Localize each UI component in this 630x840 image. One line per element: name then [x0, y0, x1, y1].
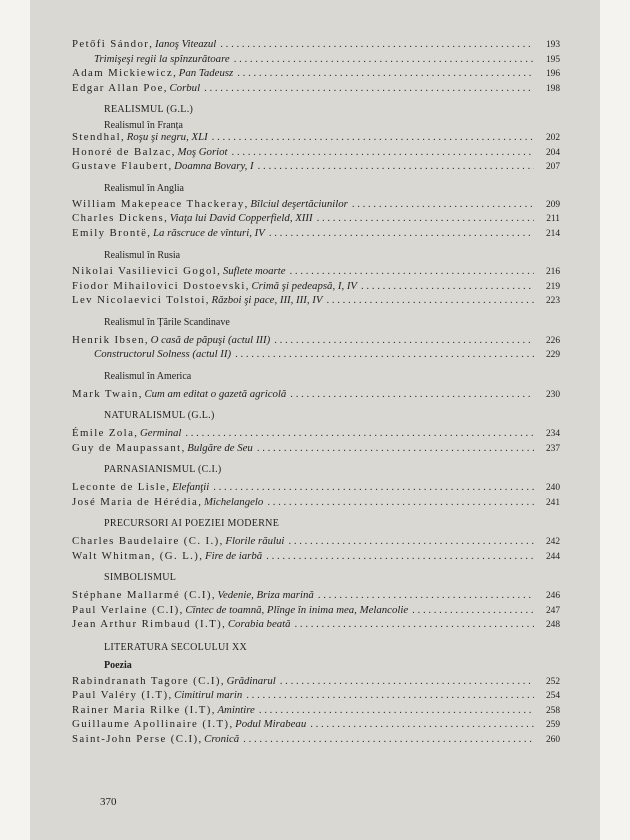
entry-title: Podul Mirabeau [235, 718, 307, 730]
entry-title: Ianoş Viteazul [154, 38, 217, 50]
entry-group [72, 198, 560, 242]
subsection-heading: Realismul în Franța [104, 120, 183, 131]
entry-separator: , [138, 387, 142, 400]
toc-entry [72, 481, 560, 496]
entry-title: Germinal [139, 427, 182, 439]
dot-leader [310, 718, 534, 732]
entry-author: Jean Arthur Rimbaud (I.T) [72, 618, 223, 630]
entry-author: Fiodor Mihailovici Dostoevski [72, 279, 246, 292]
entry-page-number: 242 [545, 537, 560, 547]
toc-entry [72, 388, 560, 403]
toc-entry [72, 618, 560, 633]
page-number: 370 [100, 796, 117, 808]
toc-entry [72, 604, 560, 619]
toc-entry [72, 334, 560, 349]
entry-separator: , [149, 38, 152, 50]
entry-title: Corabia beată [227, 618, 291, 630]
entry-title: Trimişeşi regii la spînzurătoare [94, 52, 230, 65]
entry-page-number: 234 [545, 429, 560, 439]
entry-separator: , [198, 495, 201, 508]
toc-entry [72, 160, 560, 175]
entry-page-number: 240 [545, 483, 560, 493]
entry-author: Mark Twain [72, 387, 139, 400]
entry-group [72, 481, 560, 510]
toc-entry [72, 212, 560, 227]
entry-title: O casă de păpuşi (actul III) [150, 333, 271, 346]
toc-entry [72, 589, 560, 604]
toc-entry [72, 427, 560, 442]
dot-leader [290, 388, 534, 402]
entry-author: William Makepeace Thackeray [72, 197, 245, 210]
entry-separator: , [199, 549, 202, 562]
dot-leader [288, 535, 534, 549]
entry-title: Elefanţii [172, 481, 210, 493]
toc-entry [72, 718, 560, 733]
entry-title: Război şi pace, III, III, IV [211, 294, 323, 306]
toc-entry [72, 535, 560, 550]
section-heading: PRECURSORI AI POEZIEI MODERNE [104, 518, 280, 529]
entry-author: Adam Mickiewicz [72, 67, 174, 79]
subsection-heading: Realismul în Rusia [104, 250, 181, 261]
entry-title: Michelangelo [203, 495, 264, 508]
toc-entry [72, 442, 560, 457]
dot-leader [317, 212, 534, 226]
toc-entry [72, 280, 560, 295]
entry-page-number: 226 [545, 335, 560, 346]
dot-leader [213, 481, 534, 495]
entry-page-number: 252 [545, 676, 560, 687]
entry-separator: , [173, 67, 176, 79]
entry-title: Grădinarul [226, 674, 276, 687]
toc-entry [72, 733, 560, 748]
entry-separator: , [244, 197, 248, 210]
entry-page-number: 246 [545, 591, 560, 601]
subsection-heading: Realismul în Țările Scandinave [104, 316, 230, 328]
dot-leader [267, 496, 534, 510]
entry-page-number: 229 [545, 350, 560, 360]
entry-title: Corbul [169, 81, 201, 94]
entry-title: Pan Tadeusz [178, 67, 234, 79]
entry-page-number: 207 [545, 162, 560, 172]
toc-entry [72, 53, 560, 68]
entry-title: Cum am editat o gazetă agricolă [144, 387, 287, 400]
entry-title: Amintire [217, 703, 255, 716]
entry-page-number: 247 [545, 605, 560, 616]
entry-author: Paul Valéry (I.T) [72, 689, 169, 701]
entry-page-number: 214 [545, 228, 560, 239]
entry-title: Suflete moarte [222, 265, 286, 277]
entry-page-number: 259 [545, 720, 560, 730]
subsection-heading: Poezia [104, 659, 132, 671]
entry-page-number: 248 [545, 620, 560, 630]
entry-page-number: 196 [545, 69, 560, 79]
entry-group [72, 38, 560, 96]
dot-leader [352, 198, 534, 212]
entry-page-number: 254 [545, 691, 560, 701]
entry-title: Cîntec de toamnă, Plînge în inima mea, Melancolie [185, 603, 409, 616]
entry-author: Charles Baudelaire (C. I.) [72, 535, 220, 547]
dot-leader [204, 82, 534, 96]
section-heading: SIMBOLISMUL [104, 572, 177, 583]
entry-author: Stéphane Mallarmé (C.I) [72, 589, 212, 601]
entry-separator: , [245, 279, 249, 292]
toc-entry [72, 675, 560, 690]
entry-group [72, 535, 560, 564]
entry-title: Roşu şi negru, XLI [126, 131, 208, 143]
entry-author: Guy de Maupassant [72, 441, 182, 454]
entry-title: Cronică [204, 732, 240, 745]
entry-title: La răscruce de vînturi, IV [152, 226, 265, 239]
dot-leader [220, 38, 534, 52]
entry-group [72, 388, 560, 403]
entry-author: Gustave Flaubert [72, 160, 169, 172]
entry-page-number: 209 [545, 199, 560, 210]
entry-separator: , [166, 481, 170, 493]
dot-leader [237, 67, 534, 81]
entry-separator: , [219, 535, 223, 547]
entry-page-number: 260 [545, 734, 560, 745]
dot-leader [185, 427, 534, 441]
entry-separator: , [205, 294, 209, 306]
entry-author: Leconte de Lisle [72, 481, 167, 493]
entry-separator: , [229, 718, 233, 730]
entry-separator: , [144, 333, 148, 346]
toc-entry [72, 496, 560, 511]
toc-entry [72, 198, 560, 213]
entry-author: Guillaume Apollinaire (I.T) [72, 718, 230, 730]
entry-page-number: 216 [545, 267, 560, 277]
section-heading: LITERATURA SECOLULUI XX [104, 641, 248, 653]
entry-page-number: 204 [545, 147, 560, 158]
entry-page-number: 198 [545, 83, 560, 94]
entry-title: Constructorul Solness (actul II) [94, 348, 232, 360]
entry-group [72, 131, 560, 175]
entry-separator: , [134, 427, 137, 439]
dot-leader [243, 733, 534, 747]
subsection-heading: Realismul în America [104, 370, 192, 382]
dot-leader [361, 280, 534, 294]
entry-author: Saint-John Perse (C.I) [72, 732, 199, 745]
entry-title: Cimitirul marin [174, 689, 243, 701]
entry-title: Bîlciul deşertăciunilor [250, 197, 348, 210]
toc-entry [72, 227, 560, 242]
dot-leader [212, 131, 534, 145]
entry-author: Walt Whitman, (G. L.) [72, 549, 200, 562]
entry-author: Honoré de Balzac [72, 145, 172, 158]
entry-group [72, 265, 560, 309]
entry-title: Viaţa lui David Copperfield, XIII [169, 212, 313, 224]
entry-author: Emily Brontë [72, 226, 148, 239]
dot-leader [295, 618, 534, 632]
dot-leader [266, 550, 534, 564]
dot-leader [235, 348, 534, 362]
entry-author: José Maria de Hérédia [72, 495, 199, 508]
entry-page-number: 193 [545, 40, 560, 50]
entry-title: Crimă şi pedeapsă, I, IV [251, 279, 358, 292]
entry-page-number: 230 [545, 389, 560, 400]
entry-group [72, 675, 560, 748]
entry-author: Stendhal [72, 131, 121, 143]
entry-page-number: 202 [545, 133, 560, 143]
toc-entry [72, 82, 560, 97]
entry-author: Émile Zola [72, 427, 135, 439]
entry-separator: , [222, 618, 225, 630]
toc-entry [72, 265, 560, 280]
toc-entry [72, 348, 560, 363]
entry-page-number: 223 [545, 296, 560, 306]
entry-page-number: 195 [545, 54, 560, 65]
table-of-contents [72, 38, 560, 747]
section-heading: PARNASIANISMUL (C.I.) [104, 464, 222, 475]
entry-title: Bulgăre de Seu [187, 441, 253, 454]
dot-leader [232, 146, 534, 160]
entry-page-number: 237 [545, 443, 560, 454]
entry-title: Florile răului [225, 535, 285, 547]
entry-page-number: 219 [545, 281, 560, 292]
entry-page-number: 211 [546, 214, 560, 224]
entry-title: Fire de iarbă [204, 549, 263, 562]
dot-leader [290, 265, 534, 279]
entry-author: Charles Dickens [72, 212, 165, 224]
entry-separator: , [198, 732, 202, 745]
toc-entry [72, 38, 560, 53]
toc-entry [72, 131, 560, 146]
entry-separator: , [220, 674, 224, 687]
toc-entry [72, 67, 560, 82]
dot-leader [246, 689, 534, 703]
entry-group [72, 589, 560, 633]
entry-group [72, 427, 560, 456]
entry-author: Nikolai Vasilievici Gogol [72, 265, 218, 277]
entry-page-number: 244 [545, 551, 560, 562]
entry-author: Henrik Ibsen [72, 333, 145, 346]
entry-page-number: 258 [545, 705, 560, 716]
entry-separator: , [168, 160, 172, 172]
dot-leader [326, 294, 534, 308]
entry-separator: , [181, 441, 185, 454]
dot-leader [258, 160, 534, 174]
entry-separator: , [171, 145, 175, 158]
toc-entry [72, 294, 560, 309]
section-heading: REALISMUL (G.L.) [104, 104, 194, 115]
entry-separator: , [211, 589, 215, 601]
entry-separator: , [163, 81, 167, 94]
entry-separator: , [168, 689, 172, 701]
entry-author: Edgar Allan Poe [72, 81, 164, 94]
dot-leader [412, 604, 534, 618]
toc-entry [72, 704, 560, 719]
dot-leader [274, 334, 534, 348]
dot-leader [269, 227, 534, 241]
entry-author: Paul Verlaine (C.I) [72, 603, 180, 616]
entry-author: Rainer Maria Rilke (I.T) [72, 703, 212, 716]
dot-leader [280, 675, 534, 689]
entry-title: Vedenie, Briza marină [217, 589, 314, 601]
toc-entry [72, 689, 560, 704]
dot-leader [234, 53, 534, 67]
dot-leader [259, 704, 534, 718]
entry-page-number: 241 [545, 497, 560, 508]
entry-group [72, 334, 560, 363]
entry-author: Lev Nicolaevici Tolstoi [72, 294, 206, 306]
section-heading: NATURALISMUL (G.L.) [104, 410, 215, 421]
toc-entry [72, 550, 560, 565]
entry-title: Doamna Bovary, I [174, 160, 254, 172]
entry-separator: , [179, 603, 183, 616]
entry-separator: , [147, 226, 150, 239]
entry-author: Petőfi Sándor [72, 38, 150, 50]
entry-separator: , [164, 212, 167, 224]
entry-author: Rabindranath Tagore (C.I) [72, 674, 221, 687]
subsection-heading: Realismul în Anglia [104, 182, 184, 194]
entry-separator: , [120, 131, 124, 143]
entry-separator: , [217, 265, 220, 277]
toc-entry [72, 146, 560, 161]
dot-leader [318, 589, 534, 603]
dot-leader [257, 442, 534, 456]
entry-separator: , [211, 703, 215, 716]
entry-title: Moş Goriot [177, 145, 228, 158]
